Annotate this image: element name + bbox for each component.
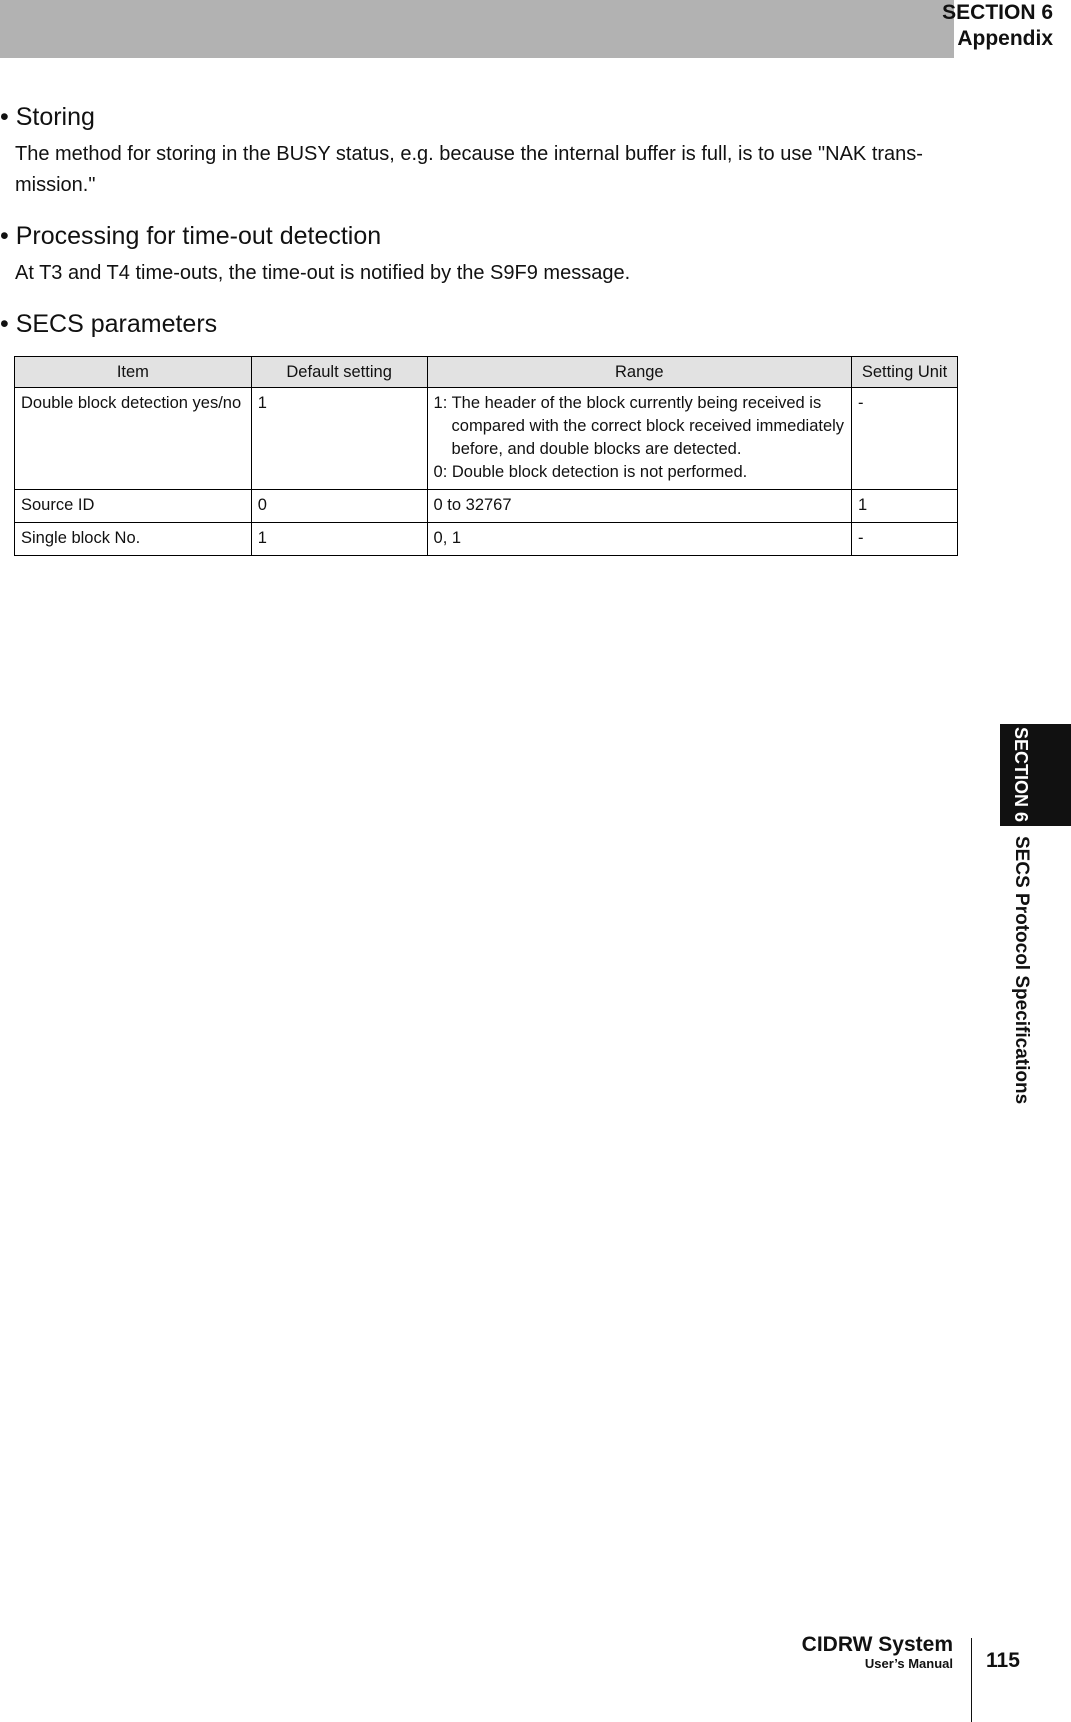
cell-range: 0, 1 [427, 523, 852, 556]
section-title: • SECS parameters [0, 310, 218, 338]
cell-item: Source ID [15, 490, 252, 523]
section-body: The method for storing in the BUSY status, e.g. because the internal buffer is full, is to use "NAK trans-mission." [15, 143, 923, 196]
cell-default: 1 [251, 523, 427, 556]
header-chapter: Appendix [957, 27, 1053, 50]
cell-unit: - [852, 388, 958, 490]
section-timeout [0, 221, 955, 301]
footer-brand [802, 1633, 953, 1671]
footer-system: CIDRW System [801, 1633, 953, 1656]
table-row [15, 490, 958, 523]
footer-divider [971, 1638, 972, 1722]
section-storing [0, 102, 955, 213]
column-header-item: Item [15, 357, 252, 388]
cell-unit: 1 [852, 490, 958, 523]
side-section-tab-label: SECTION 6 [1011, 727, 1031, 823]
footer-manual: User’s Manual [864, 1656, 953, 1671]
cell-range [427, 388, 852, 490]
side-chapter-title: SECS Protocol Specifications [1011, 836, 1032, 1105]
column-header-unit: Setting Unit [852, 357, 958, 388]
range-option-1: 1: The header of the block currently being received is compared with the correct block received immediately before, and double blocks are detected. [433, 394, 845, 458]
header-section: SECTION 6 [942, 1, 1053, 24]
cell-unit: - [852, 523, 958, 556]
cell-default: 0 [251, 490, 427, 523]
page-number: 115 [986, 1649, 1020, 1672]
cell-item: Single block No. [15, 523, 252, 556]
section-title: • Storing [0, 103, 95, 131]
secs-parameters-table [14, 356, 958, 556]
running-header [942, 0, 1053, 52]
table-header-row [15, 357, 958, 388]
table-row [15, 523, 958, 556]
header-bar [0, 0, 954, 58]
section-body: At T3 and T4 time-outs, the time-out is notified by the S9F9 message. [15, 262, 631, 284]
cell-default: 1 [251, 388, 427, 490]
cell-range: 0 to 32767 [427, 490, 852, 523]
section-title: • Processing for time-out detection [0, 222, 382, 250]
section-secs-parameters [0, 309, 955, 346]
range-option-0: 0: Double block detection is not performed. [433, 463, 748, 481]
table-row [15, 388, 958, 490]
cell-item: Double block detection yes/no [15, 388, 252, 490]
column-header-range: Range [427, 357, 852, 388]
column-header-default: Default setting [251, 357, 427, 388]
